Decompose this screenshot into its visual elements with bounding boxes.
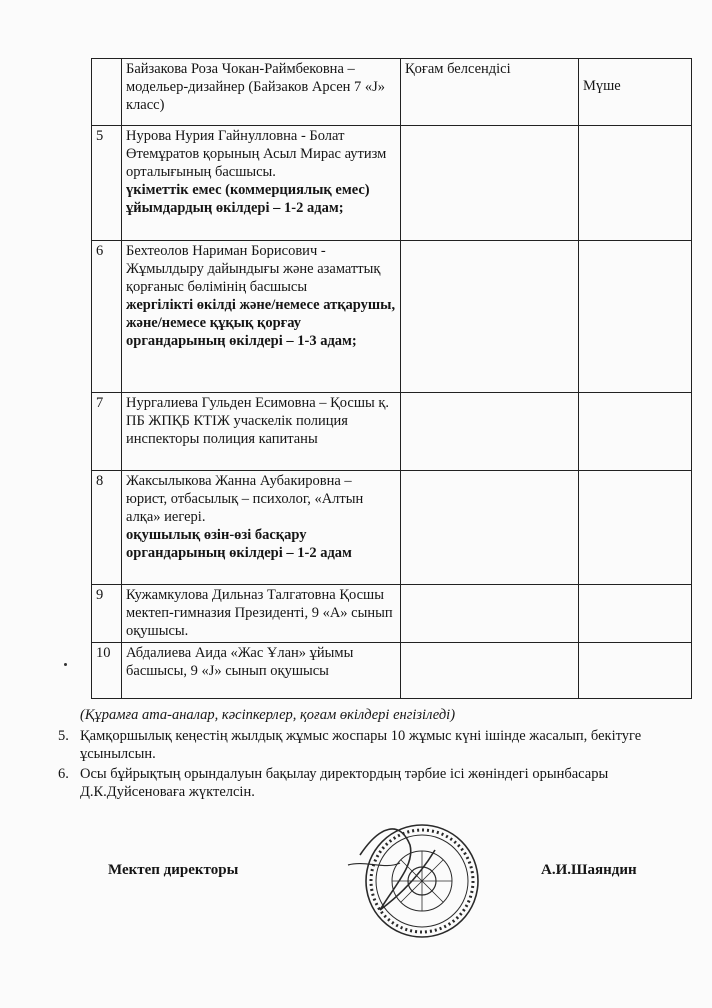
member-name <box>122 471 401 585</box>
row-number: 5 <box>92 126 122 241</box>
member-name <box>122 393 401 471</box>
member-group: оқушылық өзін-өзі басқару органдарының өкілдері – 1-2 адам <box>126 527 352 561</box>
member-description: Байзакова Роза Чокан-Раймбековна – модельер-дизайнер (Байзаков Арсен 7 «J» класс) <box>126 61 386 113</box>
member-description: Бехтеолов Нариман Борисович - Жұмылдыру дайындығы және азаматтық қорғаныс бөлімінің басшысы <box>126 243 381 295</box>
member-role <box>401 126 579 241</box>
table-row <box>92 241 692 393</box>
member-status <box>579 126 692 241</box>
table-row <box>92 59 692 126</box>
table-row <box>92 585 692 643</box>
member-group: жергілікті өкілді және/немесе атқарушы, және/немесе құқық қорғау органдарының өкілдері – 1-3 адам; <box>126 297 396 349</box>
row-number: 7 <box>92 393 122 471</box>
table-row <box>92 643 692 699</box>
row-number: 10 <box>92 643 122 699</box>
row-number: 8 <box>92 471 122 585</box>
member-role: Қоғам белсендісі <box>401 59 579 126</box>
row-number <box>92 59 122 126</box>
list-item <box>58 765 668 801</box>
scan-speck <box>64 663 67 666</box>
item-text: Қамқоршылық кеңестің жылдық жұмыс жоспары 10 жұмыс күні ішінде жасалып, бекітуге ұсынылсын. <box>80 728 642 762</box>
table-row <box>92 126 692 241</box>
member-description: Нурова Нурия Гайнулловна - Болат Өтемұратов қорының Асыл Мирас аутизм орталығының басшысы. <box>126 128 387 180</box>
table-row <box>92 393 692 471</box>
director-title: Мектеп директоры <box>108 862 239 878</box>
members-table <box>91 58 692 699</box>
list-item <box>58 727 668 763</box>
member-name <box>122 126 401 241</box>
member-status <box>579 471 692 585</box>
table-row <box>92 471 692 585</box>
row-number: 6 <box>92 241 122 393</box>
member-role <box>401 585 579 643</box>
member-name <box>122 59 401 126</box>
member-name <box>122 241 401 393</box>
item-text: Осы бұйрықтың орындалуын бақылау директордың тәрбие ісі жөніндегі орынбасары Д.К.Дуйсеноваға жүктелсін. <box>80 766 609 800</box>
item-number: 6. <box>58 766 69 782</box>
member-description: Абдалиева Аида «Жас Ұлан» ұйымы басшысы, 9 «J» сынып оқушысы <box>126 645 354 679</box>
member-name <box>122 643 401 699</box>
order-items <box>58 727 668 803</box>
member-status: Мүше <box>579 59 692 126</box>
composition-note: (Құрамға ата-аналар, кәсіпкерлер, қоғам өкілдері енгізіледі) <box>80 707 456 723</box>
member-description: Кужамкулова Дильназ Талгатовна Қосшы мектеп-гимназия Президенті, 9 «А» сынып оқушысы. <box>126 587 393 639</box>
director-name: А.И.Шаяндин <box>541 862 637 878</box>
member-status <box>579 241 692 393</box>
member-description: Нургалиева Гульден Есимовна – Қосшы қ. ПБ ЖПҚБ КТІЖ учаскелік полиция инспекторы полиция капитаны <box>126 395 390 447</box>
member-role <box>401 643 579 699</box>
member-role <box>401 471 579 585</box>
official-seal-icon <box>340 815 500 940</box>
row-number: 9 <box>92 585 122 643</box>
item-number: 5. <box>58 728 69 744</box>
member-role <box>401 241 579 393</box>
member-role <box>401 393 579 471</box>
member-group: үкіметтік емес (коммерциялық емес) ұйымдардың өкілдері – 1-2 адам; <box>126 182 370 216</box>
member-status <box>579 393 692 471</box>
member-description: Жаксылыкова Жанна Аубакировна – юрист, отбасылық – психолог, «Алтын алқа» иегері. <box>126 473 364 525</box>
member-status <box>579 585 692 643</box>
member-name <box>122 585 401 643</box>
member-status <box>579 643 692 699</box>
